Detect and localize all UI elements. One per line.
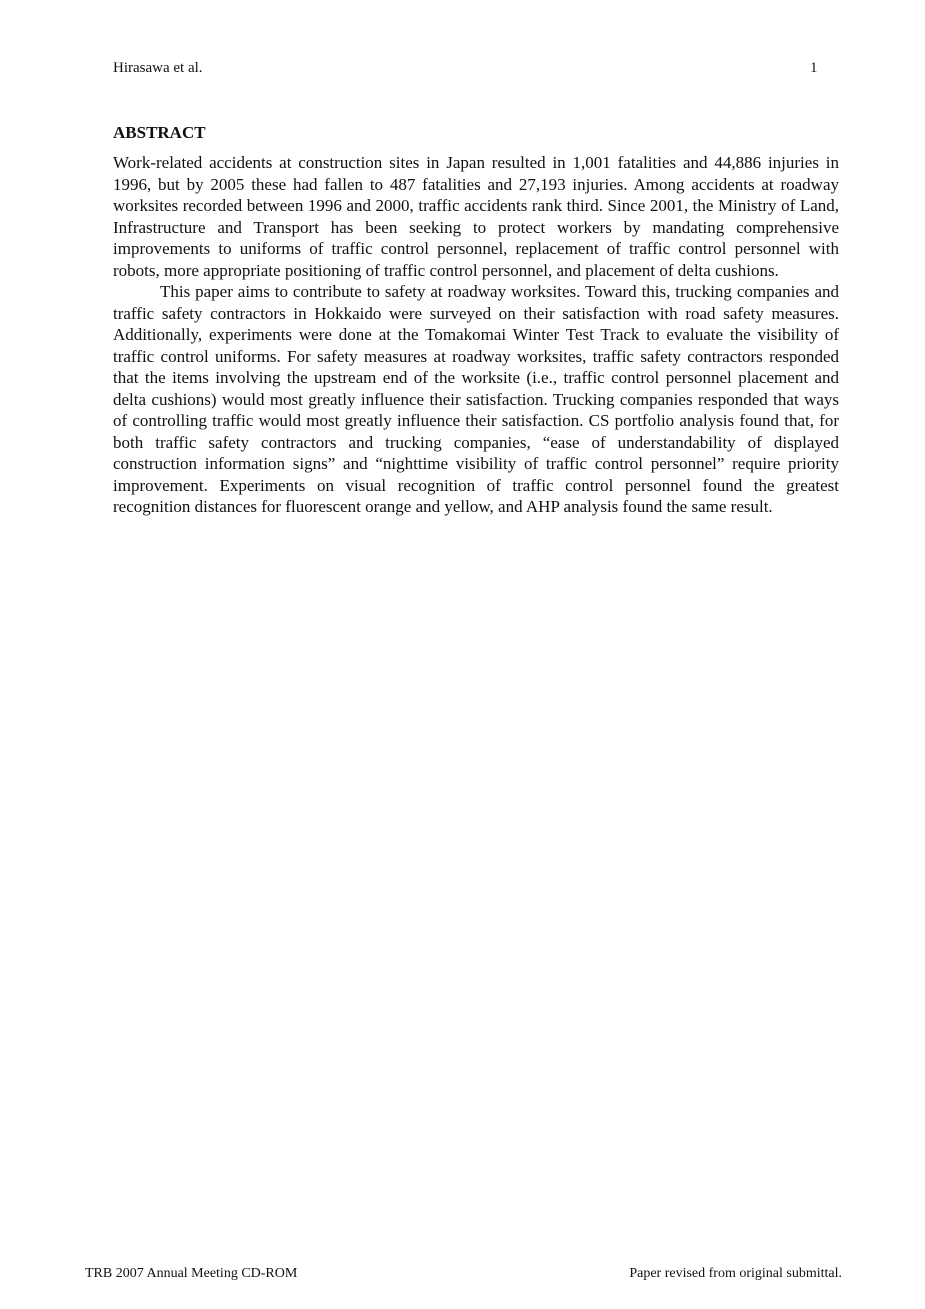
abstract-section [113,123,839,518]
abstract-paragraph-1: Work-related accidents at construction sites in Japan resulted in 1,001 fatalities and 44,886 injuries in 1996, but by 2005 these had fallen to 487 fatalities and 27,193 injuries. Among accidents at roadway worksites recorded between 1996 and 2000, traffic accidents rank third. Since 2001, the Ministry of Land, Infrastructure and Transport has been seeking to protect workers by mandating comprehensive improvements to uniforms of traffic control personnel, replacement of traffic control personnel with robots, more appropriate positioning of traffic control personnel, and placement of delta cushions. [113,153,839,280]
running-head-author: Hirasawa et al. [113,60,203,76]
footer-revision-note: Paper revised from original submittal. [629,1266,842,1281]
abstract-heading: ABSTRACT [113,123,206,142]
page-number: 1 [810,60,818,76]
footer-conference: TRB 2007 Annual Meeting CD-ROM [85,1266,298,1281]
abstract-paragraph-2: This paper aims to contribute to safety at roadway worksites. Toward this, trucking companies and traffic safety contractors in Hokkaido were surveyed on their satisfaction with road safety measures. Additionally, experiments were done at the Tomakomai Winter Test Track to evaluate the visibility of traffic control uniforms. For safety measures at roadway worksites, traffic safety contractors responded that the items involving the upstream end of the worksite (i.e., traffic control personnel placement and delta cushions) would most greatly influence their satisfaction. Trucking companies responded that ways of controlling traffic would most greatly influence their satisfaction. CS portfolio analysis found that, for both traffic safety contractors and trucking companies, “ease of understandability of displayed construction information signs” and “nighttime visibility of traffic control personnel” require priority improvement. Experiments on visual recognition of traffic control personnel found the greatest recognition distances for fluorescent orange and yellow, and AHP analysis found the same result. [113,282,839,516]
